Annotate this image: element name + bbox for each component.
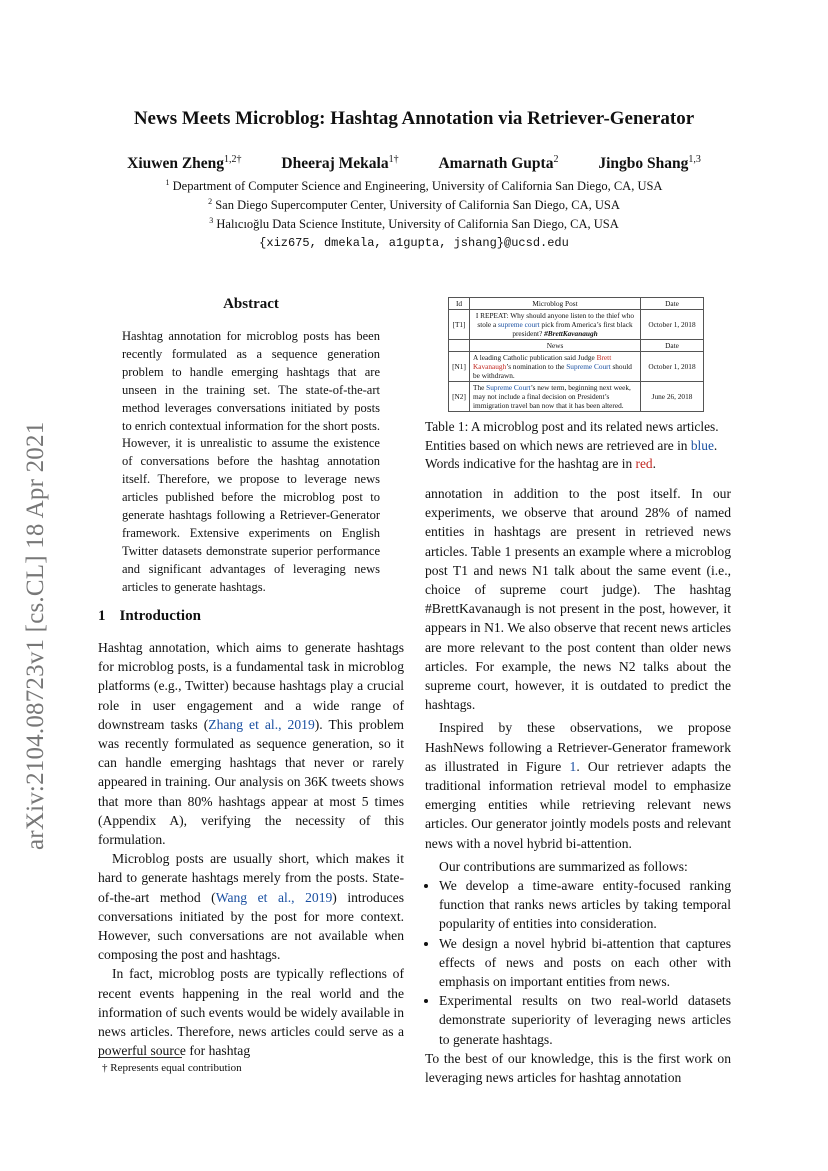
affiliation: $^2$ San Diego Supercomputer Center, University of California San Diego, CA, USA	[208, 197, 620, 213]
table-row: [T1] I REPEAT: Why should anyone listen to the thief who stole a supreme court pick from America’s first black president? #BrettKavanaugh October 1, 2018	[449, 310, 704, 340]
citation-link[interactable]: Zhang et al., 2019	[208, 716, 315, 732]
abstract-text: Hashtag annotation for microblog posts has been recently formulated as a sequence generation problem to handle emerging hashtags that are unseen in the training set. The state-of-the-art method leverages conversations initiated by posts to enrich contextual information for the short posts. However, it is unrealistic to assume the existence of conversations before the hashtag annotation itself. Therefore, we propose to leverage news articles published before the microblog post to generate hashtags following a Retriever-Generator framework. Extensive experiments on English Twitter datasets demonstrate superior performance and significant advantages of leveraging news articles to generate hashtags.	[122, 329, 380, 594]
author: Xiuwen Zheng$^{1,2\dagger}$	[127, 154, 242, 173]
table-row: [N2] The Supreme Court’s new term, beginning next week, may not include a final decision on President’s immigration travel ban now that it has been altered. June 26, 2018	[449, 382, 704, 412]
author-emails: {xiz675, dmekala, a1gupta, jshang}@ucsd.edu	[259, 236, 569, 250]
example-table	[448, 297, 704, 412]
list-item: • We develop a time-aware entity-focused ranking function that ranks news articles by taking temporal popularity of entities into consideration.	[439, 876, 731, 934]
table-header-row: Id Microblog Post Date	[449, 298, 704, 310]
list-item: • We design a novel hybrid bi-attention that captures effects of news and posts on each other with emphasis on important entities from news.	[439, 934, 731, 992]
paragraph: In fact, microblog posts are typically reflections of recent events happening in the real world and the information of such events would be widely available in news articles. Therefore, news articles could serve as a powerful source for hashtag	[98, 966, 404, 1059]
figure-link[interactable]: 1	[569, 758, 577, 774]
paragraph: annotation in addition to the post itself. In our experiments, we observe that around 28% of named entities in hashtags are present in retrieved news articles. Table 1 presents an example where a microblog post T1 and news N1 talk about the same event (i.e., choice of supreme court judge). The hashtag #BrettKavanaugh is not present in the post, however, it appears in N1. We also observe that recent news articles are more relevant to the post content than older news articles. For example, the news N2 talks about the supreme court, however, it is outdated to predict the hashtags.	[425, 486, 731, 713]
table-header-row: News Date	[449, 340, 704, 352]
arxiv-identifier: arXiv:2104.08723v1 [cs.CL] 18 Apr 2021	[22, 421, 49, 850]
table-caption: Table 1: A microblog post and its related news articles. Entities based on which news are retrieved are in blue. Words indicative for the hashtag are in red.	[425, 419, 719, 471]
section-heading: 1 Introduction	[98, 608, 201, 624]
intro-left-column	[98, 638, 404, 1060]
footnote-divider	[98, 1057, 182, 1058]
paragraph: Hashtag annotation, which aims to generate hashtags for microblog posts, is a fundamental task in microblog platforms (e.g., Twitter) because hashtags play a crucial role in user engagement and a wide range of downstream tasks (Zhang et al., 2019). This problem was recently formulated as sequence generation, so it can handle emerging hashtags that never or rarely appeared in training. Our analysis on 36K tweets shows that more than 80% hashtags appear at most 5 times (Appendix A), verifying the necessity of this formulation.	[98, 640, 404, 848]
paragraph: Microblog posts are usually short, which makes it hard to generate hashtags merely from the posts. State-of-the-art method (Wang et al., 2019) introduces conversations initiated by the post for more context. However, such conversations are not available when composing the post and hashtags.	[98, 851, 404, 963]
list-item: • Experimental results on two real-world datasets demonstrate superiority of leveraging news articles to generate hashtags.	[439, 991, 731, 1049]
paper-title: News Meets Microblog: Hashtag Annotation via Retriever-Generator	[133, 108, 695, 129]
contribution-list	[425, 876, 731, 1049]
affiliation: $^3$ Halıcıoğlu Data Science Institute, University of California San Diego, CA, USA	[209, 216, 619, 232]
table-row: [N1] A leading Catholic publication said Judge Brett Kavanaugh’s nomination to the Supreme Court should be withdrawn. October 1, 2018	[449, 352, 704, 382]
footnote: † Represents equal contribution	[102, 1062, 242, 1074]
affiliation: $^1$ Department of Computer Science and Engineering, University of California San Diego, CA, USA	[165, 178, 663, 194]
author: Dheeraj Mekala$^{1\dagger}$	[281, 154, 399, 173]
author: Jingbo Shang$^{1,3}$	[598, 154, 701, 173]
paragraph: Our contributions are summarized as follows:	[439, 858, 688, 874]
author: Amarnath Gupta$^2$	[438, 154, 559, 173]
citation-link[interactable]: Wang et al., 2019	[215, 889, 333, 905]
intro-right-column	[425, 484, 731, 1087]
abstract-heading: Abstract	[223, 296, 279, 312]
paragraph: To the best of our knowledge, this is the first work on leveraging news articles for hashtag annotation	[425, 1050, 731, 1086]
paragraph: Inspired by these observations, we propose HashNews following a Retriever-Generator framework as illustrated in Figure 1. Our retriever adapts the traditional information retrieval model to emphasize emerging entities while retrieving relevant news articles. Our generator jointly models posts and relevant news with a novel hybrid bi-attention.	[425, 720, 731, 851]
author-list	[0, 154, 828, 173]
